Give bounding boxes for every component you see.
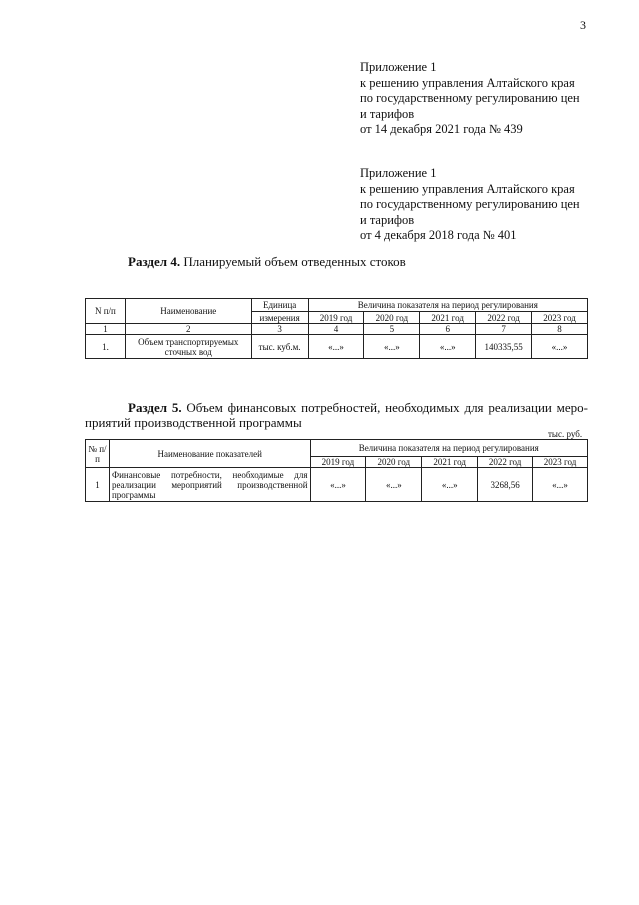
year-header: 2020 год [366, 457, 422, 468]
header-num: N п/п [86, 299, 126, 324]
header-num: № п/п [86, 440, 110, 468]
section5-title-line2: приятий производственной программы [85, 415, 302, 430]
row-value: «...» [366, 468, 422, 502]
row-name: Финансовые потребности, необходимые для реализации мероприятий производственной программы [109, 468, 310, 502]
section5-table [85, 439, 588, 502]
row-value: «...» [420, 335, 476, 359]
year-header: 2023 год [533, 457, 588, 468]
year-header: 2019 год [308, 312, 364, 324]
year-header: 2021 год [420, 312, 476, 324]
header-period: Величина показателя на период регулирования [308, 299, 587, 312]
index-cell: 2 [125, 324, 251, 335]
row-value: «...» [308, 335, 364, 359]
appendix-current-block [360, 60, 580, 138]
year-header: 2022 год [478, 457, 533, 468]
index-cell: 3 [251, 324, 308, 335]
units-label: тыс. руб. [548, 429, 583, 439]
row-name: Объем транспортируемых сточных вод [125, 335, 251, 359]
row-unit: тыс. куб.м. [251, 335, 308, 359]
header-name: Наименование [125, 299, 251, 324]
index-cell: 7 [476, 324, 532, 335]
row-num: 1. [86, 335, 126, 359]
section4-label: Раздел 4. [128, 254, 181, 269]
table-row [86, 335, 588, 359]
appendix-line: к решению управления Алтайского края [360, 181, 575, 196]
year-header: 2023 год [532, 312, 588, 324]
row-value: «...» [310, 468, 366, 502]
row-num: 1 [86, 468, 110, 502]
section4-title: Планируемый объем отведенных стоков [180, 254, 406, 269]
index-cell: 4 [308, 324, 364, 335]
table-row [86, 468, 588, 502]
year-header: 2021 год [422, 457, 478, 468]
appendix-line: Приложение 1 [360, 166, 437, 180]
appendix-line: от 4 декабря 2018 года № 401 [360, 228, 517, 242]
section5-label: Раздел 5. [128, 400, 182, 415]
row-value: 140335,55 [476, 335, 532, 359]
index-cell: 6 [420, 324, 476, 335]
index-cell: 5 [364, 324, 420, 335]
appendix-line: и тарифов [360, 212, 415, 227]
index-cell: 8 [532, 324, 588, 335]
section5-title-line1: Объем финансовых потребностей, необходимых для реализации меро- [181, 400, 588, 415]
section4-heading [128, 254, 406, 269]
page-number: 3 [580, 18, 586, 32]
row-value: «...» [533, 468, 588, 502]
section4-table [85, 298, 588, 359]
index-cell: 1 [86, 324, 126, 335]
year-header: 2020 год [364, 312, 420, 324]
header-unit: Единица [251, 299, 308, 312]
appendix-original-block [360, 166, 580, 244]
header-unit-line2: измерения [251, 312, 308, 324]
year-header: 2019 год [310, 457, 366, 468]
appendix-line: по государственному регулированию цен [360, 91, 580, 105]
appendix-line: и тарифов [360, 106, 415, 121]
row-value: «...» [422, 468, 478, 502]
header-name: Наименование показателей [109, 440, 310, 468]
appendix-line: к решению управления Алтайского края [360, 75, 575, 90]
appendix-line: Приложение 1 [360, 60, 437, 74]
year-header: 2022 год [476, 312, 532, 324]
section5-heading [85, 400, 588, 430]
appendix-line: по государственному регулированию цен [360, 197, 580, 211]
appendix-line: от 14 декабря 2021 года № 439 [360, 122, 523, 136]
row-value: 3268,56 [478, 468, 533, 502]
row-value: «...» [364, 335, 420, 359]
header-period: Величина показателя на период регулирования [310, 440, 587, 457]
row-value: «...» [532, 335, 588, 359]
